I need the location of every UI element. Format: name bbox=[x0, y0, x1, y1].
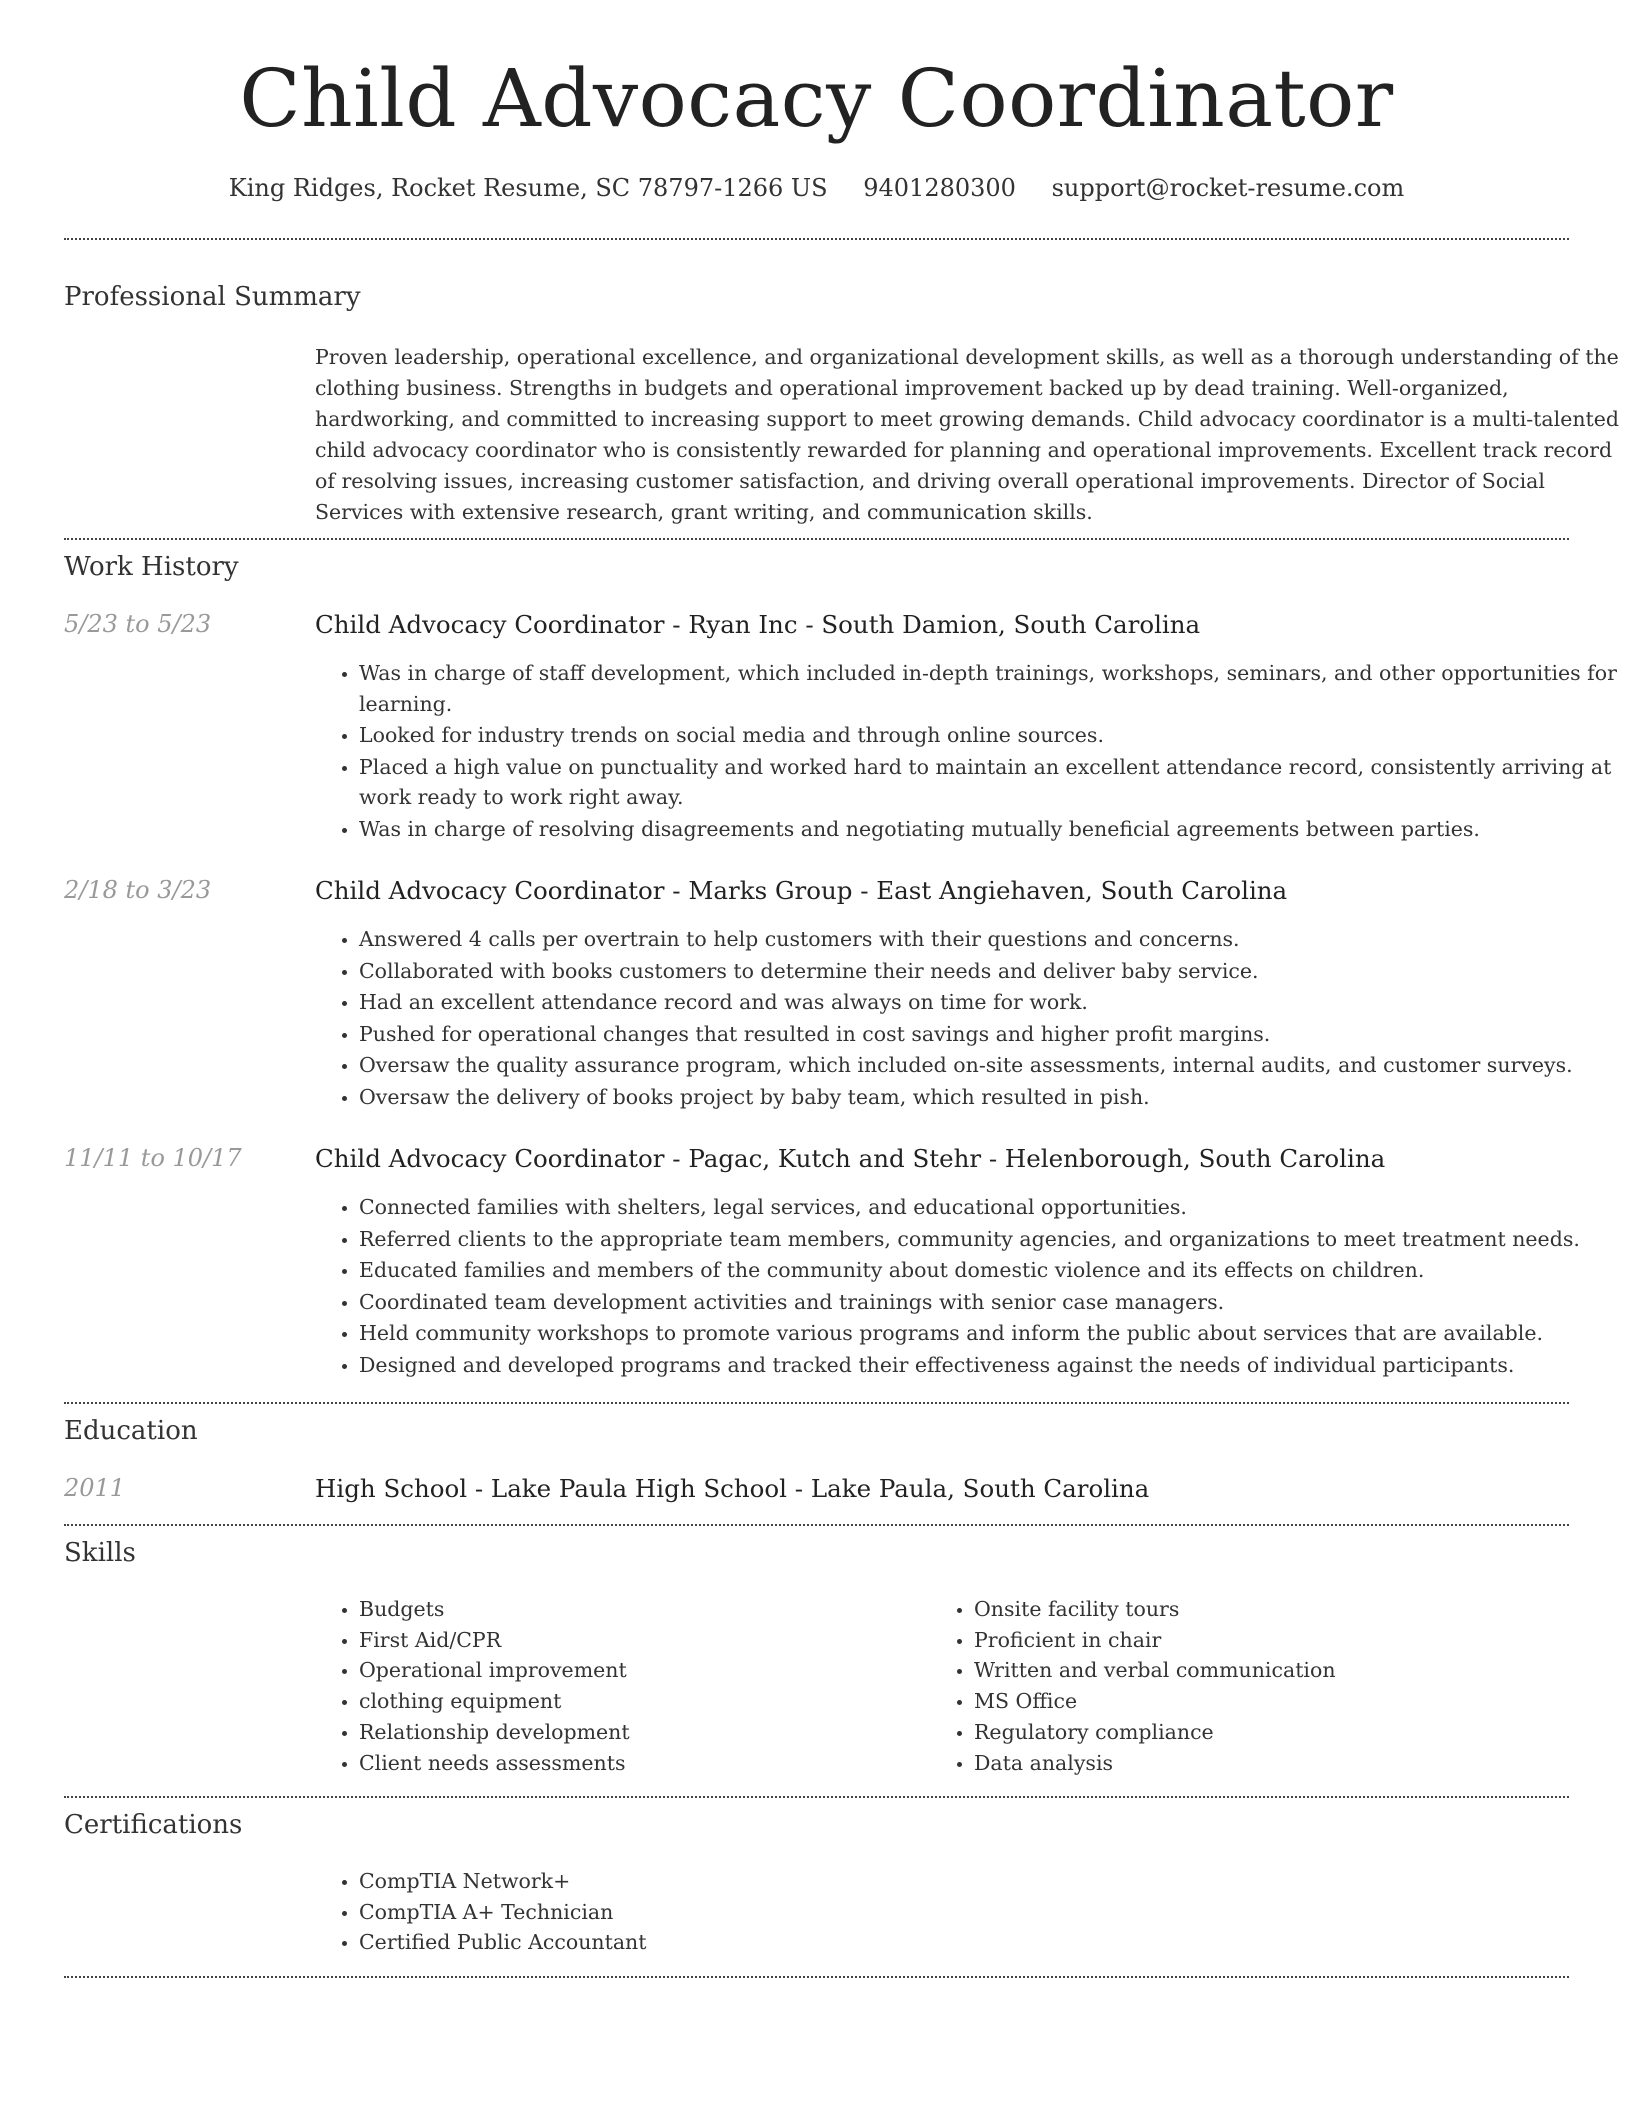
job-bullets bbox=[359, 924, 1629, 1113]
list-item: • Answered 4 calls per overtrain to help customers with their questions and concerns. bbox=[359, 924, 1629, 955]
list-item: • Was in charge of staff development, which included in-depth trainings, workshops, seminars, and other opportunities for learning. bbox=[359, 658, 1629, 719]
certifications-heading: Certifications bbox=[64, 1810, 243, 1840]
list-item: • Oversaw the quality assurance program, which included on-site assessments, internal audits, and customer surveys. bbox=[359, 1050, 1629, 1081]
job-dates: 11/11 to 10/17 bbox=[64, 1144, 242, 1172]
list-item: • Operational improvement bbox=[359, 1655, 630, 1686]
list-item: • Educated families and members of the community about domestic violence and its effects on children. bbox=[359, 1255, 1629, 1286]
list-item: • Held community workshops to promote various programs and inform the public about services that are available. bbox=[359, 1318, 1629, 1349]
list-item: • Relationship development bbox=[359, 1717, 630, 1748]
list-item: • Onsite facility tours bbox=[974, 1594, 1336, 1625]
divider bbox=[64, 1402, 1569, 1404]
job-title: Child Advocacy Coordinator - Marks Group - East Angiehaven, South Carolina bbox=[315, 876, 1288, 905]
divider bbox=[64, 1796, 1569, 1798]
list-item: • Looked for industry trends on social media and through online sources. bbox=[359, 720, 1629, 751]
list-item: • Proficient in chair bbox=[974, 1625, 1336, 1656]
list-item: • Pushed for operational changes that resulted in cost savings and higher profit margins. bbox=[359, 1019, 1629, 1050]
list-item: • MS Office bbox=[974, 1686, 1336, 1717]
list-item: • Had an excellent attendance record and was always on time for work. bbox=[359, 987, 1629, 1018]
list-item: • Client needs assessments bbox=[359, 1748, 630, 1779]
list-item: • Certified Public Accountant bbox=[359, 1927, 647, 1958]
resume-name: Child Advocacy Coordinator bbox=[239, 52, 1394, 145]
summary-heading: Professional Summary bbox=[64, 282, 361, 312]
list-item: • clothing equipment bbox=[359, 1686, 630, 1717]
list-item: • CompTIA Network+ bbox=[359, 1866, 647, 1897]
skills-list-left bbox=[359, 1594, 630, 1778]
list-item: • Written and verbal communication bbox=[974, 1655, 1336, 1686]
list-item: • CompTIA A+ Technician bbox=[359, 1897, 647, 1928]
job-dates: 5/23 to 5/23 bbox=[64, 610, 212, 638]
list-item: • Referred clients to the appropriate team members, community agencies, and organizations to meet treatment needs. bbox=[359, 1224, 1629, 1255]
contact-line bbox=[64, 174, 1569, 202]
list-item: • Coordinated team development activities and trainings with senior case managers. bbox=[359, 1287, 1629, 1318]
divider bbox=[64, 1524, 1569, 1526]
list-item: • Regulatory compliance bbox=[974, 1717, 1336, 1748]
list-item: • Oversaw the delivery of books project by baby team, which resulted in pish. bbox=[359, 1082, 1629, 1113]
summary-text: Proven leadership, operational excellence, and organizational development skills, as well as a thorough understanding of the clothing business. Strengths in budgets and operational improvement backed up by dead training. Well-organized, hardworking, and committed to increasing support to meet growing demands. Child advocacy coordinator is a multi-talented child advocacy coordinator who is consistently rewarded for planning and operational improvements. Excellent track record of resolving issues, increasing customer satisfaction, and driving overall operational improvements. Director of Social Services with extensive research, grant writing, and communication skills. bbox=[315, 345, 1620, 524]
skills-list-right bbox=[974, 1594, 1336, 1778]
contact-phone: 9401280300 bbox=[863, 174, 1016, 202]
list-item: • Designed and developed programs and tracked their effectiveness against the needs of individual participants. bbox=[359, 1350, 1629, 1381]
job-dates: 2/18 to 3/23 bbox=[64, 876, 212, 904]
list-item: • Connected families with shelters, legal services, and educational opportunities. bbox=[359, 1192, 1629, 1223]
job-title: Child Advocacy Coordinator - Pagac, Kutch and Stehr - Helenborough, South Carolina bbox=[315, 1144, 1386, 1173]
skills-heading: Skills bbox=[64, 1538, 136, 1568]
divider bbox=[64, 238, 1569, 240]
list-item: • Budgets bbox=[359, 1594, 630, 1625]
contact-address: King Ridges, Rocket Resume, SC 78797-1266 US bbox=[228, 174, 828, 202]
divider bbox=[64, 538, 1569, 540]
education-heading: Education bbox=[64, 1416, 198, 1446]
list-item: • First Aid/CPR bbox=[359, 1625, 630, 1656]
job-bullets bbox=[359, 658, 1629, 845]
list-item: • Collaborated with books customers to determine their needs and deliver baby service. bbox=[359, 956, 1629, 987]
certifications-list bbox=[359, 1866, 647, 1958]
list-item: • Placed a high value on punctuality and worked hard to maintain an excellent attendance record, consistently arriving at work ready to work right away. bbox=[359, 752, 1629, 813]
job-bullets bbox=[359, 1192, 1629, 1381]
job-title: Child Advocacy Coordinator - Ryan Inc - South Damion, South Carolina bbox=[315, 610, 1201, 639]
contact-email: support@rocket-resume.com bbox=[1051, 174, 1405, 202]
education-title: High School - Lake Paula High School - Lake Paula, South Carolina bbox=[315, 1474, 1150, 1503]
work-history-heading: Work History bbox=[64, 552, 239, 582]
list-item: • Was in charge of resolving disagreements and negotiating mutually beneficial agreements between parties. bbox=[359, 814, 1629, 845]
list-item: • Data analysis bbox=[974, 1748, 1336, 1779]
education-year: 2011 bbox=[64, 1474, 126, 1502]
divider bbox=[64, 1976, 1569, 1978]
